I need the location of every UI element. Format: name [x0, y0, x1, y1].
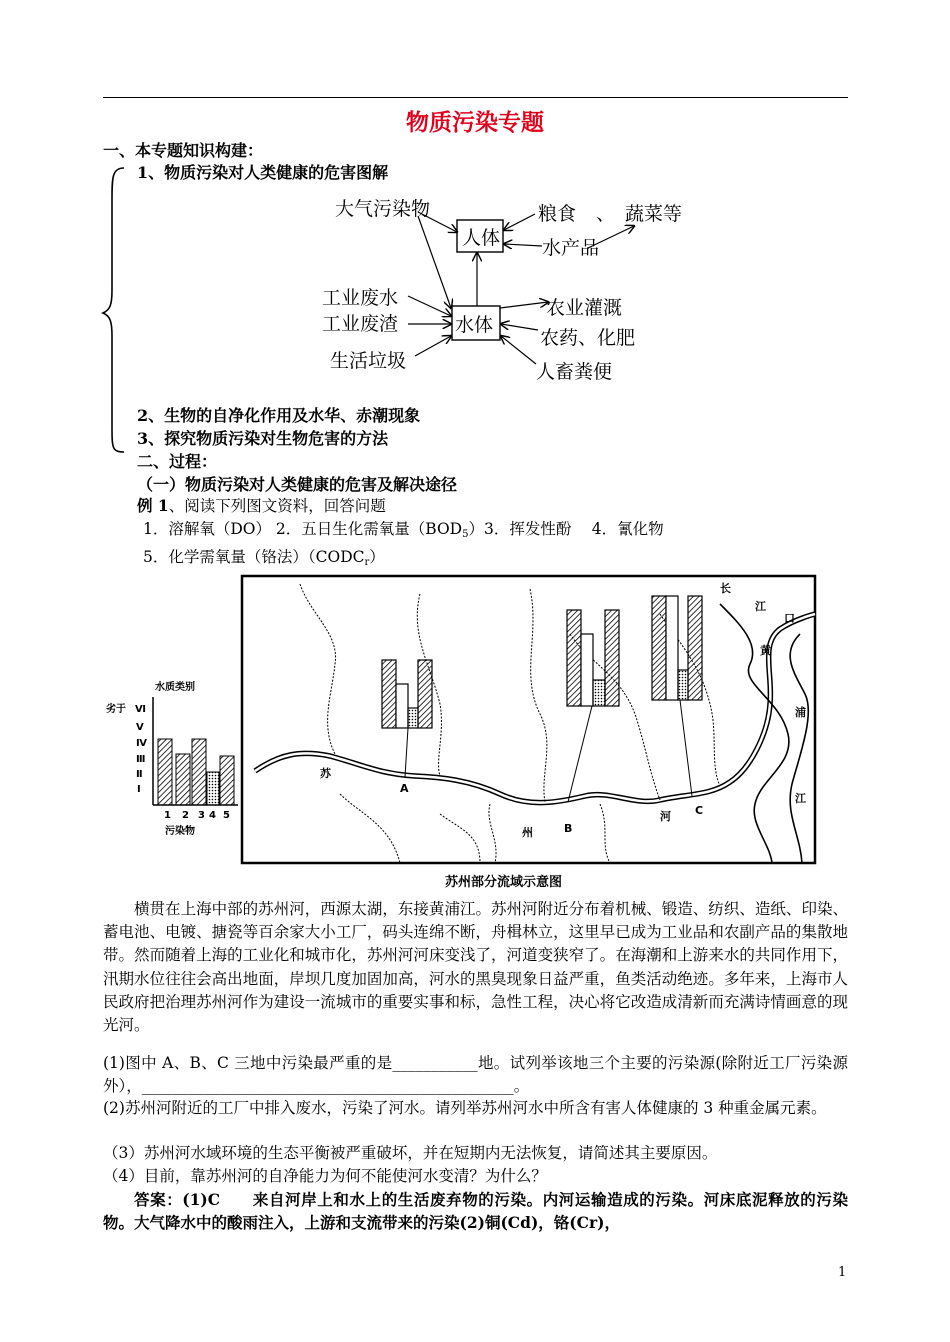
map-zhou: 州 [522, 826, 533, 839]
legend-bar-3 [192, 739, 206, 805]
legend-bar-1 [158, 739, 172, 805]
c-bar-2 [666, 596, 678, 700]
section2-heading: 二、过程： [137, 452, 218, 471]
b-bar-2 [581, 634, 593, 706]
legend-bar-4 [207, 772, 219, 805]
question-4: （4）目前，靠苏州河的自净能力为何不能使河水变清？为什么？ [103, 1167, 547, 1185]
c-bar-3 [688, 596, 702, 700]
bod-label: BOD [425, 520, 463, 538]
aquatic-label: 水产品 [542, 237, 600, 259]
grain-label: 粮食 [538, 203, 577, 225]
question-3: （3）苏州河水域环境的生态平衡被严重破坏，并在短期内无法恢复，请简述其主要原因。 [103, 1144, 718, 1162]
human-label: 人体 [462, 227, 501, 249]
vegetable-label: 蔬菜等 [625, 203, 683, 225]
irrigation-label: 农业灌溉 [546, 297, 623, 319]
domestic-garbage-label: 生活垃圾 [330, 350, 407, 372]
list-line2-b: ） [369, 548, 385, 566]
c-bar-4 [678, 670, 688, 700]
grade-5: Ⅴ [136, 722, 144, 733]
section1-item2: 2、生物的自净化作用及水华、赤潮现象 [137, 406, 421, 425]
section2-sub1: （一）物质污染对人类健康的危害及解决途径 [137, 475, 458, 494]
map-su: 苏 [320, 767, 331, 780]
legend-bar-2 [176, 754, 190, 805]
map-jiang2: 江 [795, 792, 806, 805]
pollutant-num-2: 2 [182, 810, 189, 821]
air-pollutant-label: 大气污染物 [335, 198, 431, 220]
a-bar-3 [418, 660, 432, 728]
passage: 横贯在上海中部的苏州河，西源太湖，东接黄浦江。苏州河附近分布着机械、锻造、纺织、造纸、印染、蓄电池、电镀、搪瓷等百余家大小工厂，码头连绵不断，舟楫林立，这里早已成为工业品和农副产品的集散地带。然而随着上海的工业化和城市化，苏州河河床变浅了，河道变狭窄了。在海潮和上游来水的共同作用下，汛期水位往往会高出地面，岸坝几度加固加高，河水的黑臭现象日益严重，鱼类活动绝迹。多年来，上海市人民政府把治理苏州河作为建设一流城市的重要实事和标，急性工程，决心将它改造成清新而充满诗情画意的现光河。 [103, 900, 848, 1035]
pollutant-label: 污染物 [165, 826, 195, 837]
example-line [137, 494, 386, 516]
huangpu-river [720, 604, 789, 863]
grade-1: Ⅰ [137, 784, 141, 795]
suzhou-river-map [240, 574, 840, 892]
a-bar-1 [382, 660, 396, 728]
c-bar-1 [652, 596, 666, 700]
list-line2 [143, 545, 385, 568]
section1-item3: 3、探究物质污染对生物危害的方法 [137, 429, 389, 448]
page-number: 1 [838, 1265, 847, 1280]
legend-bar-5 [220, 756, 234, 805]
codc-label: CODC [315, 548, 365, 566]
list-line1-a: 1．溶解氧（DO） 2．五日生化需氧量（ [143, 520, 426, 538]
list-line2-a: 5．化学需氧量（铬法）（ [143, 548, 316, 566]
map-huang: 黄 [760, 644, 771, 657]
answer: 答案：(1)C 来自河岸上和水上的生活废弃物的污染。内河运输造成的污染。河床底泥释放的污染物。大气降水中的酸雨注入，上游和支流带来的污染(2)铜(Cd)，铬(Cr)， [103, 1190, 848, 1233]
industrial-residue-label: 工业废渣 [322, 313, 399, 335]
map-pu: 浦 [795, 706, 806, 719]
b-bar-4 [593, 680, 605, 706]
pollution-diagram [320, 190, 720, 390]
list-line1 [143, 517, 664, 540]
pollutant-num-3: 3 [198, 810, 205, 821]
section1-heading: 一、本专题知识构建： [103, 141, 264, 160]
pesticide-label: 农药、化肥 [540, 327, 636, 349]
grade-4: Ⅳ [136, 738, 147, 749]
point-c: C [695, 804, 704, 817]
grade-6: Ⅵ [135, 704, 146, 715]
grade-2: Ⅱ [136, 769, 143, 780]
section1-item1: 1、物质污染对人类健康的危害图解 [137, 163, 389, 182]
question-1: (1)图中 A、B、C 三地中污染最严重的是___________地。试列举该地三个主要的污染源(除附近工厂污染源外），________________________________________________。 [103, 1054, 848, 1096]
list-line1-b: ）3．挥发性酚 4．氰化物 [468, 520, 664, 538]
sep-label: 、 [596, 203, 616, 225]
a-bar-2 [396, 684, 408, 728]
industrial-wastewater-label: 工业废水 [322, 287, 399, 309]
curly-brace [100, 160, 130, 460]
example-label: 例 1 [137, 496, 169, 515]
water-label: 水体 [455, 314, 494, 336]
b-bar-1 [567, 610, 581, 706]
page-title: 物质污染专题 [406, 109, 544, 136]
pollutant-num-5: 5 [223, 810, 230, 821]
example-text: 、阅读下列图文资料，回答问题 [168, 497, 386, 515]
map-caption: 苏州部分流域示意图 [445, 875, 563, 890]
pollutant-num-4: 4 [209, 810, 216, 821]
pollutant-num-1: 1 [164, 810, 171, 821]
bod-sub: 5 [462, 529, 469, 540]
suzhou-river [255, 614, 815, 803]
water-quality-legend-chart [103, 672, 243, 842]
header-rule [103, 97, 848, 98]
side-chart-title: 水质类别 [155, 682, 195, 693]
b-bar-3 [605, 610, 619, 706]
side-chart-worse: 劣于 [106, 704, 126, 715]
grade-3: Ⅲ [136, 754, 146, 765]
manure-label: 人畜粪便 [536, 361, 613, 383]
point-a: A [400, 782, 409, 795]
map-chang: 长 [720, 582, 731, 595]
point-b: B [564, 822, 573, 835]
codc-sub: r [364, 557, 370, 568]
map-he: 河 [660, 810, 671, 823]
question-2: (2)苏州河附近的工厂中排入废水，污染了河水。请列举苏州河水中所含有害人体健康的 3 种重金属元素。 [103, 1099, 827, 1117]
map-jiang: 江 [755, 600, 766, 613]
map-kou: 口 [784, 612, 795, 625]
a-bar-4 [408, 708, 418, 728]
